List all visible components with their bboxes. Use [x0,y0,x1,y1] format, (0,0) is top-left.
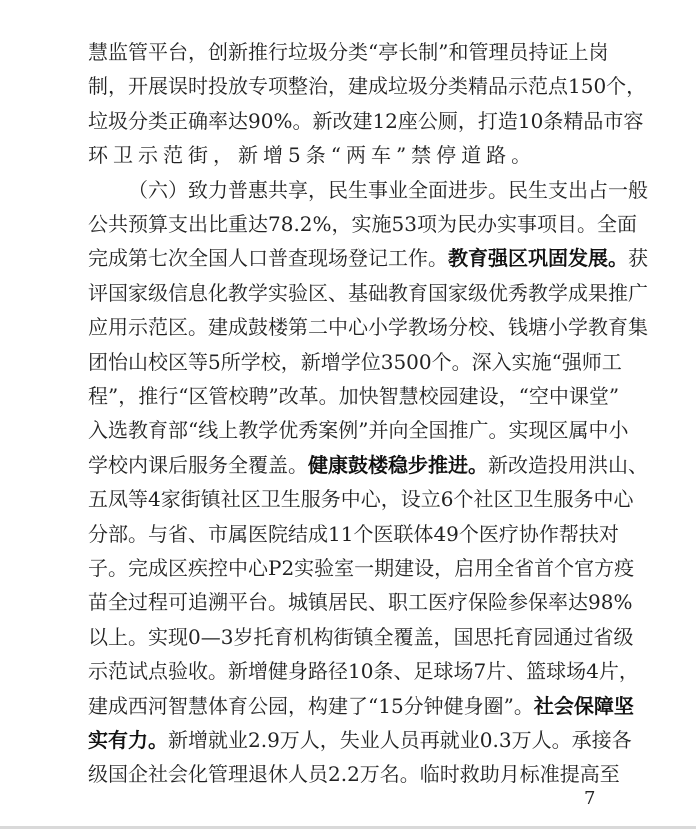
body-text: 五凤等4家街镇社区卫生服务中心，设立6个社区卫生服务中心 [88,487,634,512]
text-line [88,555,635,581]
body-text: 应用示范区。建成鼓楼第二中心小学教场分校、钱塘小学教育集 [88,315,648,340]
text-line [88,211,637,237]
body-text: 级国企社会化管理退休人员2.2万名。临时救助月标准提高至 [88,762,620,787]
body-text: 以上。实现0—3岁托育机构街镇全覆盖，国思托育园通过省级 [88,624,634,649]
bold-heading-text: 教育强区巩固发展。 [448,246,628,271]
body-text: 分部。与省、市属医院结成11个医联体49个医疗协作帮扶对 [88,521,619,546]
text-line [88,280,648,306]
text-line [128,177,648,203]
text-line [88,108,644,134]
text-line [88,761,620,787]
body-text: 新增就业2.9万人，失业人员再就业0.3万人。承接各 [168,728,632,752]
body-text: 制，开展误时投放专项整治，建成垃圾分类精品示范点150个， [88,74,647,99]
body-text: 获 [628,246,648,271]
body-text: 入选教育部“线上教学优秀案例”并向全国推广。实现区属中小 [88,418,629,443]
body-text: 公共预算支出比重达78.2%，实施53项为民办实事项目。全面 [88,212,637,236]
bold-heading-text: 实有力。 [88,728,168,752]
text-line [88,693,634,719]
body-text: 垃圾分类正确率达90%。新改建12座公厕，打造10条精品市容 [88,108,644,133]
body-text: 学校内课后服务全覆盖。 [88,452,308,477]
bold-heading-text: 健康鼓楼稳步推进。 [308,452,488,477]
body-text: （六）致力普惠共享，民生事业全面进步。民生支出占一般 [128,177,648,202]
body-text: 新改造投用洪山、 [488,452,648,477]
text-line [88,383,620,409]
text-line [88,727,632,753]
body-text: 苗全过程可追溯平台。城镇居民、职工医疗保险参保率达98% [88,590,633,615]
bold-heading-text: 社会保障坚 [533,693,634,718]
text-line [88,349,622,375]
body-text: 程”，推行“区管校聘”改革。加快智慧校园建设，“空中课堂” [88,384,620,408]
page-number: 7 [584,788,596,809]
body-text: 子。完成区疾控中心P2实验室一期建设，启用全省首个官方疫 [88,556,635,580]
text-line [88,245,648,271]
body-text: 团怡山校区等5所学校，新增学位3500个。深入实施“强师工 [88,349,622,374]
text-line [88,142,608,168]
text-line [88,486,634,512]
body-text: 完成第七次全国人口普查现场登记工作。 [88,246,448,271]
text-line [88,452,648,478]
text-line [88,39,608,65]
text-line [88,624,634,650]
text-line [88,73,647,99]
text-line [88,417,629,443]
body-text: 评国家级信息化教学实验区、基础教育国家级优秀教学成果推广 [88,280,648,305]
body-text: 环卫示范街，新增5条“两车”禁停道路。 [88,143,537,168]
body-text: 建成西河智慧体育公园，构建了“15分钟健身圈”。 [88,693,534,718]
text-line [88,521,619,547]
text-line [88,314,648,340]
body-text: 示范试点验收。新增健身路径10条、足球场7片、篮球场4片， [88,659,639,684]
body-text: 慧监管平台，创新推行垃圾分类“亭长制”和管理员持证上岗 [88,40,609,64]
text-line [88,658,639,684]
text-line [88,589,633,615]
